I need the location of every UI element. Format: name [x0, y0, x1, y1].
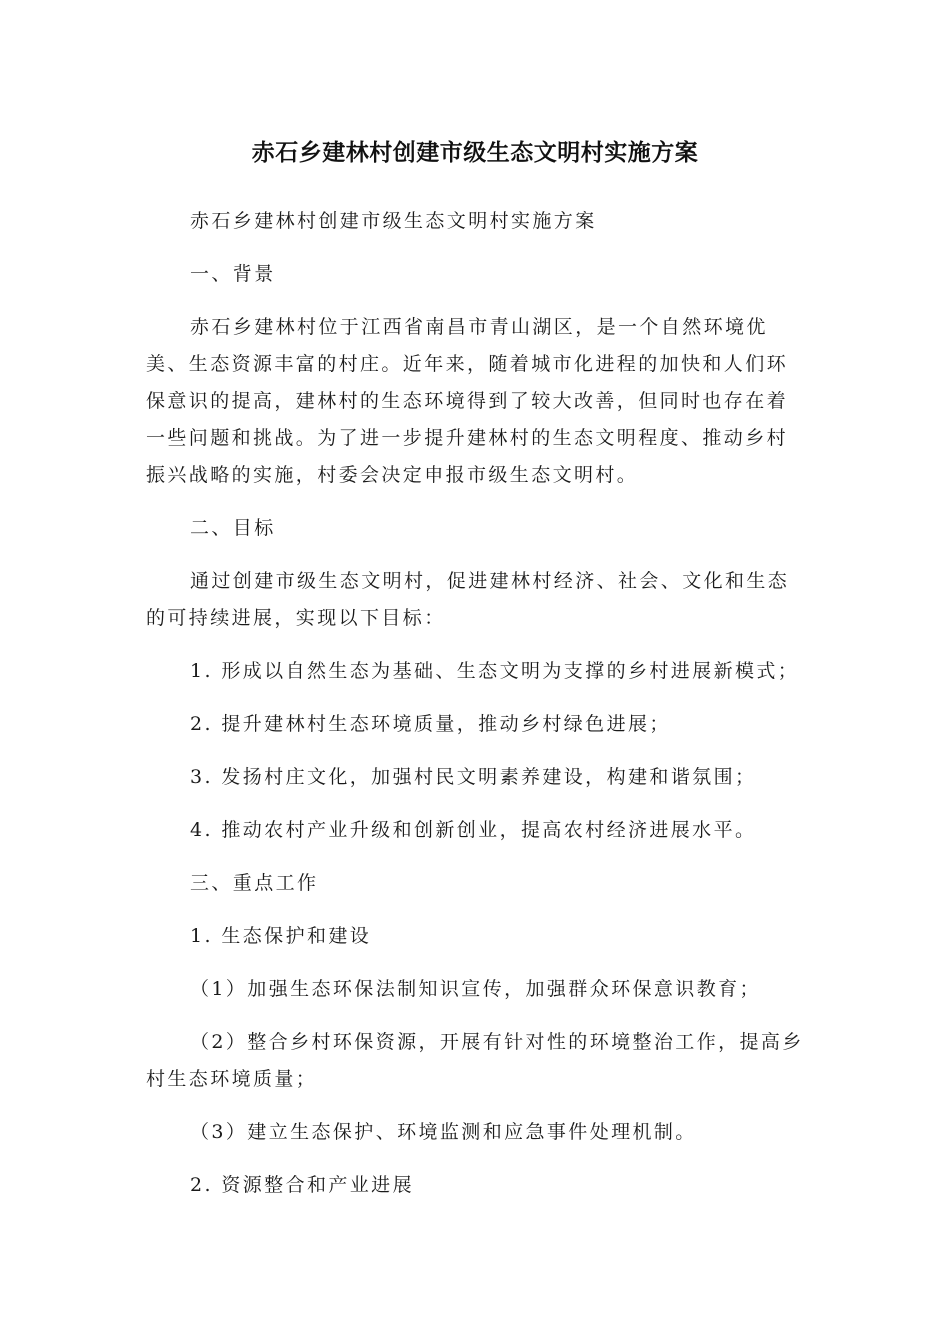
subtitle-paragraph: 赤石乡建林村创建市级生态文明村实施方案	[190, 210, 597, 232]
goal-item-4: 4. 推动农村产业升级和创新创业，提高农村经济进展水平。	[190, 819, 757, 841]
section-heading-background: 一、背景	[190, 263, 276, 285]
section-heading-key-work: 三、重点工作	[190, 872, 319, 894]
goal-item-2: 2. 提升建林村生态环境质量，推动乡村绿色进展；	[190, 713, 671, 735]
key-work-item-1: 1. 生态保护和建设	[190, 925, 372, 947]
goal-item-3: 3. 发扬村庄文化，加强村民文明素养建设，构建和谐氛围；	[190, 766, 757, 788]
goals-intro-paragraph: 通过创建市级生态文明村，促进建林村经济、社会、文化和生态的可持续进展，实现以下目标：	[146, 570, 790, 629]
section-heading-goals: 二、目标	[190, 517, 276, 539]
background-paragraph: 赤石乡建林村位于江西省南昌市青山湖区，是一个自然环境优美、生态资源丰富的村庄。近年来，随着城市化进程的加快和人们环保意识的提高，建林村的生态环境得到了较大改善，但同时也存在着一些问题和挑战。为了进一步提升建林村的生态文明程度、推动乡村振兴战略的实施，村委会决定申报市级生态文明村。	[146, 316, 789, 486]
key-work-subitem-1: （1）加强生态环保法制知识宣传，加强群众环保意识教育；	[190, 978, 761, 1000]
key-work-subitem-3: （3）建立生态保护、环境监测和应急事件处理机制。	[190, 1121, 697, 1143]
key-work-item-2: 2. 资源整合和产业进展	[190, 1174, 414, 1196]
document-body	[146, 203, 806, 1220]
key-work-subitem-2: （2）整合乡村环保资源，开展有针对性的环境整治工作，提高乡村生态环境质量；	[146, 1031, 804, 1090]
document-title: 赤石乡建林村创建市级生态文明村实施方案	[251, 140, 699, 166]
goal-item-1: 1. 形成以自然生态为基础、生态文明为支撑的乡村进展新模式；	[190, 660, 800, 682]
